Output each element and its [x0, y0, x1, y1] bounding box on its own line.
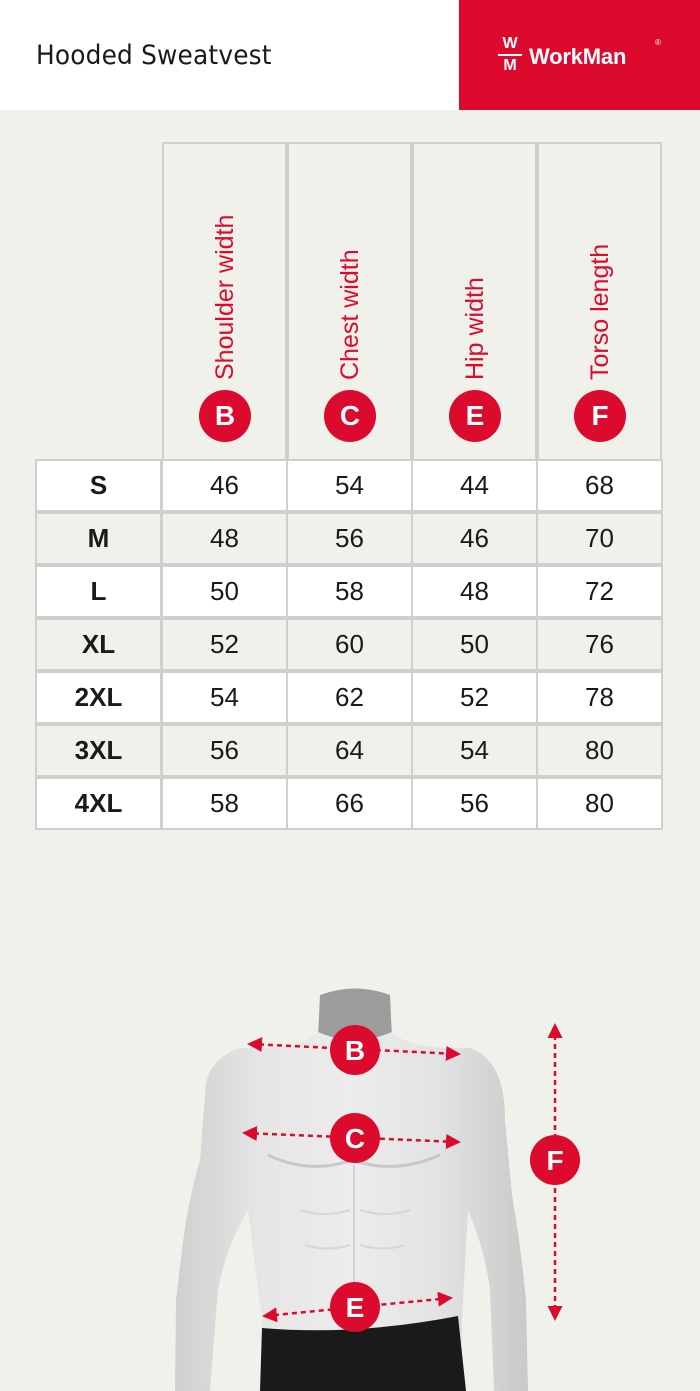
- value-cell: 52: [411, 671, 538, 724]
- column-code-badge: E: [449, 390, 501, 442]
- workman-logo-icon: W M: [497, 34, 523, 78]
- column-code-badge: F: [574, 390, 626, 442]
- table-row: [36, 777, 663, 830]
- body-measurement-figure: [0, 960, 700, 1391]
- table-row: [36, 618, 663, 671]
- value-cell: 76: [536, 618, 663, 671]
- value-cell: 78: [536, 671, 663, 724]
- table-row: [36, 512, 663, 565]
- value-cell: 64: [286, 724, 413, 777]
- value-cell: 70: [536, 512, 663, 565]
- value-cell: 56: [286, 512, 413, 565]
- table-row: [36, 459, 663, 512]
- brand-logo: [459, 0, 700, 110]
- value-cell: 46: [411, 512, 538, 565]
- marker-f-badge: [530, 1135, 580, 1185]
- value-cell: 60: [286, 618, 413, 671]
- column-header: [412, 142, 537, 459]
- svg-text:B: B: [344, 1035, 366, 1066]
- size-cell: M: [35, 512, 162, 565]
- value-cell: 52: [161, 618, 288, 671]
- value-cell: 72: [536, 565, 663, 618]
- column-header: [537, 142, 662, 459]
- svg-text:C: C: [344, 1123, 366, 1154]
- table-row: [36, 671, 663, 724]
- brand-name: WorkMan: [529, 44, 627, 69]
- marker-b-badge: [330, 1025, 380, 1075]
- column-label: Torso length: [586, 243, 614, 380]
- value-cell: 68: [536, 459, 663, 512]
- size-cell: 4XL: [35, 777, 162, 830]
- value-cell: 56: [161, 724, 288, 777]
- table-row: [36, 565, 663, 618]
- value-cell: 58: [286, 565, 413, 618]
- value-cell: 46: [161, 459, 288, 512]
- table-row: [36, 724, 663, 777]
- column-code-badge: C: [324, 390, 376, 442]
- column-label: Chest width: [336, 249, 364, 380]
- value-cell: 48: [161, 512, 288, 565]
- size-cell: S: [35, 459, 162, 512]
- value-cell: 50: [411, 618, 538, 671]
- column-header: [287, 142, 412, 459]
- column-label: Hip width: [461, 277, 489, 380]
- column-code-badge: B: [199, 390, 251, 442]
- size-cell: 3XL: [35, 724, 162, 777]
- size-cell: XL: [35, 618, 162, 671]
- value-cell: 80: [536, 777, 663, 830]
- value-cell: 66: [286, 777, 413, 830]
- marker-c-badge: [330, 1113, 380, 1163]
- value-cell: 48: [411, 565, 538, 618]
- value-cell: 54: [286, 459, 413, 512]
- value-cell: 56: [411, 777, 538, 830]
- column-header: [162, 142, 287, 459]
- value-cell: 50: [161, 565, 288, 618]
- value-cell: 80: [536, 724, 663, 777]
- value-cell: 62: [286, 671, 413, 724]
- svg-text:E: E: [345, 1292, 365, 1323]
- page-title: Hooded Sweatvest: [36, 40, 272, 71]
- value-cell: 58: [161, 777, 288, 830]
- value-cell: 44: [411, 459, 538, 512]
- brand-registered-mark: ®: [655, 38, 661, 47]
- value-cell: 54: [411, 724, 538, 777]
- svg-text:F: F: [546, 1145, 564, 1176]
- column-label: Shoulder width: [211, 214, 239, 380]
- value-cell: 54: [161, 671, 288, 724]
- header: [0, 0, 700, 110]
- marker-e-badge: [330, 1282, 380, 1332]
- size-cell: 2XL: [35, 671, 162, 724]
- size-cell: L: [35, 565, 162, 618]
